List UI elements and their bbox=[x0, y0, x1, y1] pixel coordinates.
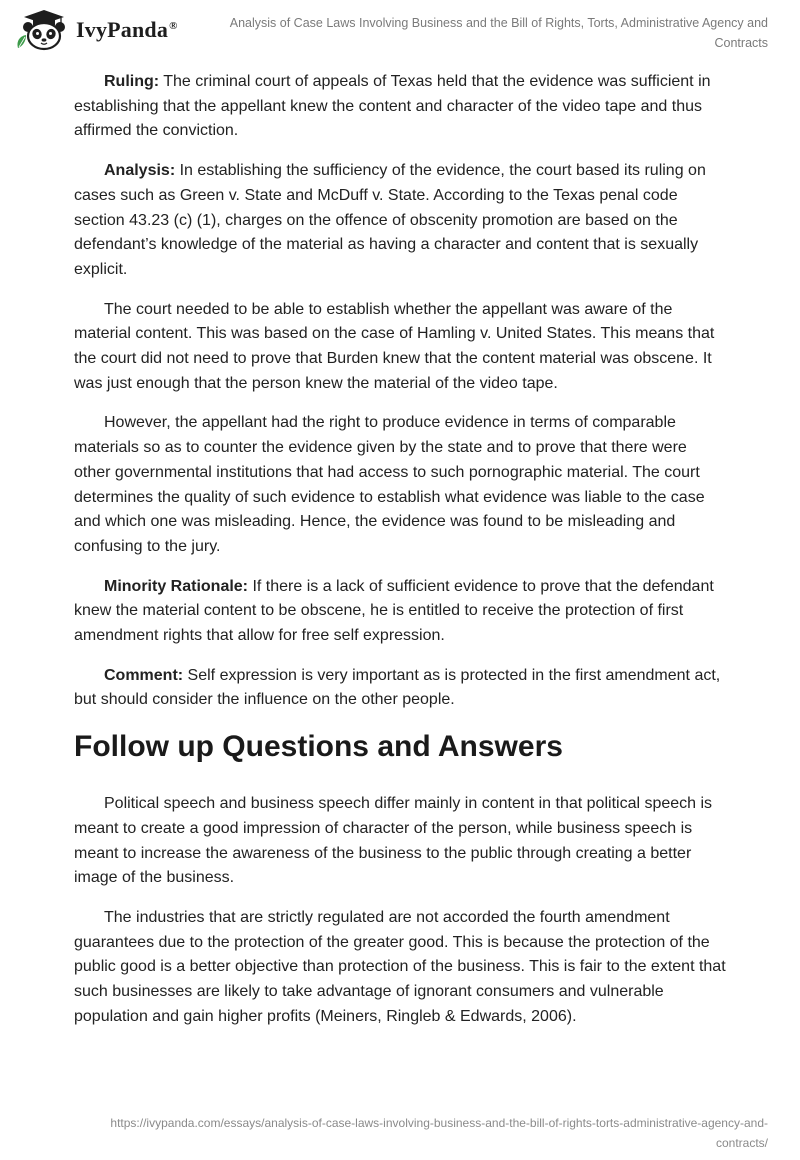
ruling-label: Ruling: bbox=[104, 73, 160, 90]
analysis-paragraph bbox=[74, 159, 726, 283]
minority-rationale-label: Minority Rationale: bbox=[104, 577, 249, 595]
minority-rationale-text: If there is a lack of sufficient evidence to prove that the defendant knew the material content to be obscene, he is entitled to receive the protection of first amendment rights that allow for free self expression. bbox=[74, 577, 714, 645]
however-paragraph: However, the appellant had the right to produce evidence in terms of comparable materials so as to counter the evidence given by the state and to prove that there were other governmental institutions that had access to such pornographic material. The court determines the quality of such evidence to establish what evidence was liable to the case and which one was misleading. Hence, the evidence was found to be misleading and confusing to the jury. bbox=[74, 414, 705, 555]
comment-paragraph bbox=[74, 664, 726, 713]
logo-name: IvyPanda bbox=[76, 17, 169, 42]
panda-graduate-icon bbox=[14, 8, 72, 52]
ruling-text: The criminal court of appeals of Texas held that the evidence was sufficient in establishing that the appellant knew the content and character of the video tape and thus affirmed the conviction. bbox=[74, 73, 711, 140]
comment-text: Self expression is very important as is protected in the first amendment act, but should consider the influence on the other people. bbox=[74, 666, 721, 709]
logo-registered-mark: ® bbox=[169, 19, 178, 32]
regulated-industries-paragraph: The industries that are strictly regulated are not accorded the fourth amendment guarantees due to the protection of the greater good. This is because the protection of the public good is a better objective than protection of the business. This is fair to the extent that such businesses are likely to take advantage of ignorant consumers and vulnerable population and gain higher profits (Meiners, Ringleb & Edwards, 2006). bbox=[74, 908, 726, 1025]
section-heading: Follow up Questions and Answers bbox=[74, 730, 563, 764]
analysis-label: Analysis: bbox=[104, 162, 176, 180]
political-speech-paragraph: Political speech and business speech differ mainly in content in that political speech is meant to create a good impression of character of the person, while business speech is meant to increase the awareness of the business to the public through creating a better image of the business. bbox=[74, 795, 713, 887]
ruling-paragraph bbox=[74, 70, 726, 144]
document-title: Analysis of Case Laws Involving Business and the Bill of Rights, Torts, Administrative Agency and Contracts bbox=[229, 16, 768, 50]
logo-wordmark bbox=[76, 17, 178, 43]
minority-rationale-paragraph bbox=[74, 575, 726, 649]
essay-body bbox=[74, 70, 726, 1045]
page-header bbox=[0, 0, 800, 60]
comment-label: Comment: bbox=[104, 666, 184, 684]
source-url[interactable]: https://ivypanda.com/essays/analysis-of-case-laws-involving-business-and-the-bill-of-rights-torts-administrative-agency-and-contracts/ bbox=[110, 1116, 768, 1150]
analysis-text: In establishing the sufficiency of the evidence, the court based its ruling on cases such as Green v. State and McDuff v. State. According to the Texas penal code section 43.23 (c) (1), charges on the offence of obscenity promotion are based on the defendant’s knowledge of the material as having a character and content that is sexually explicit. bbox=[74, 162, 706, 278]
ivypanda-logo[interactable] bbox=[14, 8, 178, 52]
court-paragraph: The court needed to be able to establish whether the appellant was aware of the material content. This was based on the case of Hamling v. United States. This means that the court did not need to prove that Burden knew that the content material was obscene. It was just enough that the person knew the material of the video tape. bbox=[74, 300, 715, 392]
